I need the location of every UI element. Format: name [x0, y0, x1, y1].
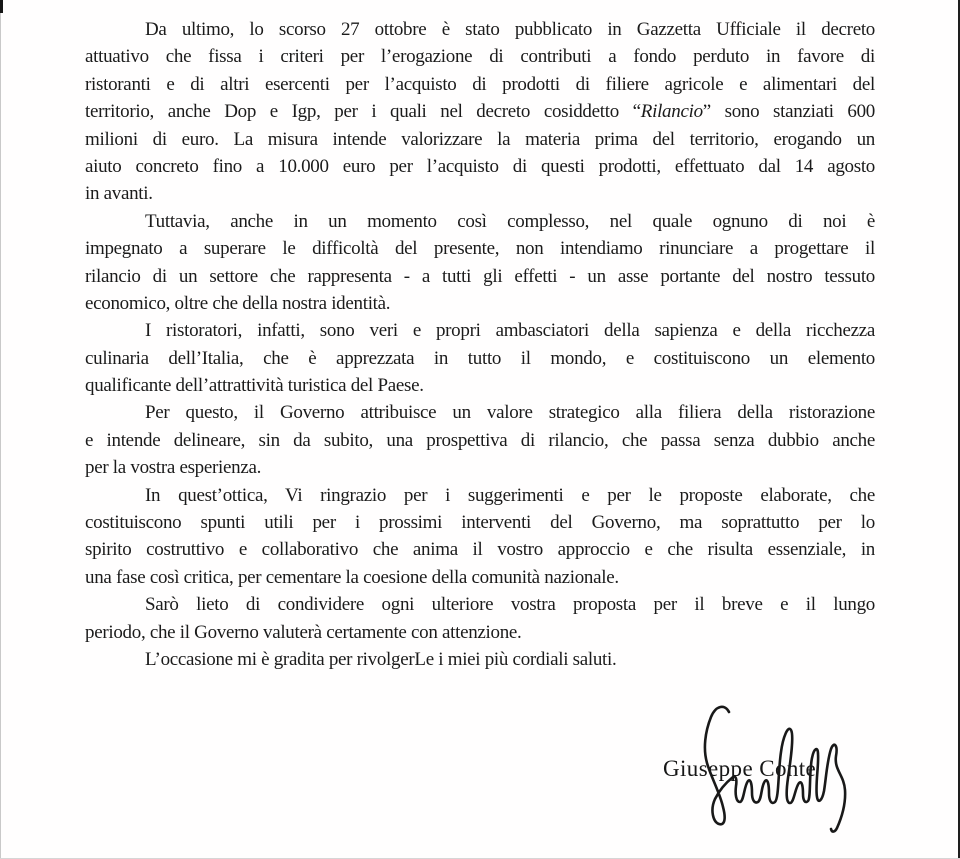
line-segment: ” sono stanziati 600	[702, 101, 875, 123]
letter-line: Da ultimo, lo scorso 27 ottobre è stato pubblicato in Gazzetta Ufficiale il decreto	[145, 19, 875, 40]
letter-line: culinaria dell’Italia, che è apprezzata in tutto il mondo, e costituiscono un elemento	[85, 347, 875, 369]
scan-artifact-top-left	[0, 0, 3, 13]
letter-line: economico, oltre che della nostra identità.	[85, 292, 391, 314]
letter-line: aiuto concreto fino a 10.000 euro per l’acquisto di questi prodotti, effettuato dal 14 agosto	[85, 155, 875, 177]
letter-line: Tuttavia, anche in un momento così complesso, nel quale ognuno di noi è	[145, 210, 875, 232]
scan-edge-left	[0, 0, 1, 859]
letter-line	[85, 98, 875, 125]
letter-line: attuativo che fissa i criteri per l’erogazione di contributi a fondo perduto in favore di	[85, 46, 875, 68]
letter-line: in avanti.	[85, 183, 153, 205]
letter-line: L’occasione mi è gradita per rivolgerLe i miei più cordiali saluti.	[145, 648, 617, 670]
letter-line: una fase così critica, per cementare la coesione della comunità nazionale.	[85, 566, 619, 588]
line-segment: territorio, anche Dop e Igp, per i quali nel decreto cosiddetto “	[85, 101, 641, 123]
letter-line: I ristoratori, infatti, sono veri e propri ambasciatori della sapienza e della ricchezza	[145, 320, 875, 342]
letter-line: costituiscono spunti utili per i prossimi interventi del Governo, ma soprattutto per lo	[85, 512, 875, 534]
letter-line: spirito costruttivo e collaborativo che anima il vostro approccio e che risulta essenziale, in	[85, 539, 875, 561]
letter-line: rilancio di un settore che rappresenta - a tutti gli effetti - un asse portante del nostro tessuto	[85, 265, 875, 287]
letter-line: Sarò lieto di condividere ogni ulteriore vostra proposta per il breve e il lungo	[145, 594, 875, 616]
letter-line: In quest’ottica, Vi ringrazio per i suggerimenti e per le proposte elaborate, che	[145, 484, 875, 506]
letter-line: Per questo, il Governo attribuisce un valore strategico alla filiera della ristorazione	[145, 402, 875, 424]
letter-line: milioni di euro. La misura intende valorizzare la materia prima del territorio, erogando un	[85, 128, 875, 150]
letter-line: impegnato a superare le difficoltà del presente, non intendiamo rinunciare a progettare il	[85, 238, 875, 260]
letter-line: periodo, che il Governo valuterà certamente con attenzione.	[85, 621, 522, 643]
letter-line: qualificante dell’attrattività turistica del Paese.	[85, 375, 424, 397]
letter-body	[85, 16, 875, 673]
letter-line: per la vostra esperienza.	[85, 457, 262, 479]
printed-signer-name: Giuseppe Conte	[663, 756, 817, 781]
handwritten-signature	[695, 702, 853, 840]
decree-name-italic: Rilancio	[640, 101, 703, 123]
letter-line: e intende delineare, sin da subito, una prospettiva di rilancio, che passa senza dubbio anche	[85, 429, 875, 451]
letter-line: ristoranti e di altri esercenti per l’acquisto di prodotti di filiere agricole e alimentari del	[85, 73, 875, 95]
